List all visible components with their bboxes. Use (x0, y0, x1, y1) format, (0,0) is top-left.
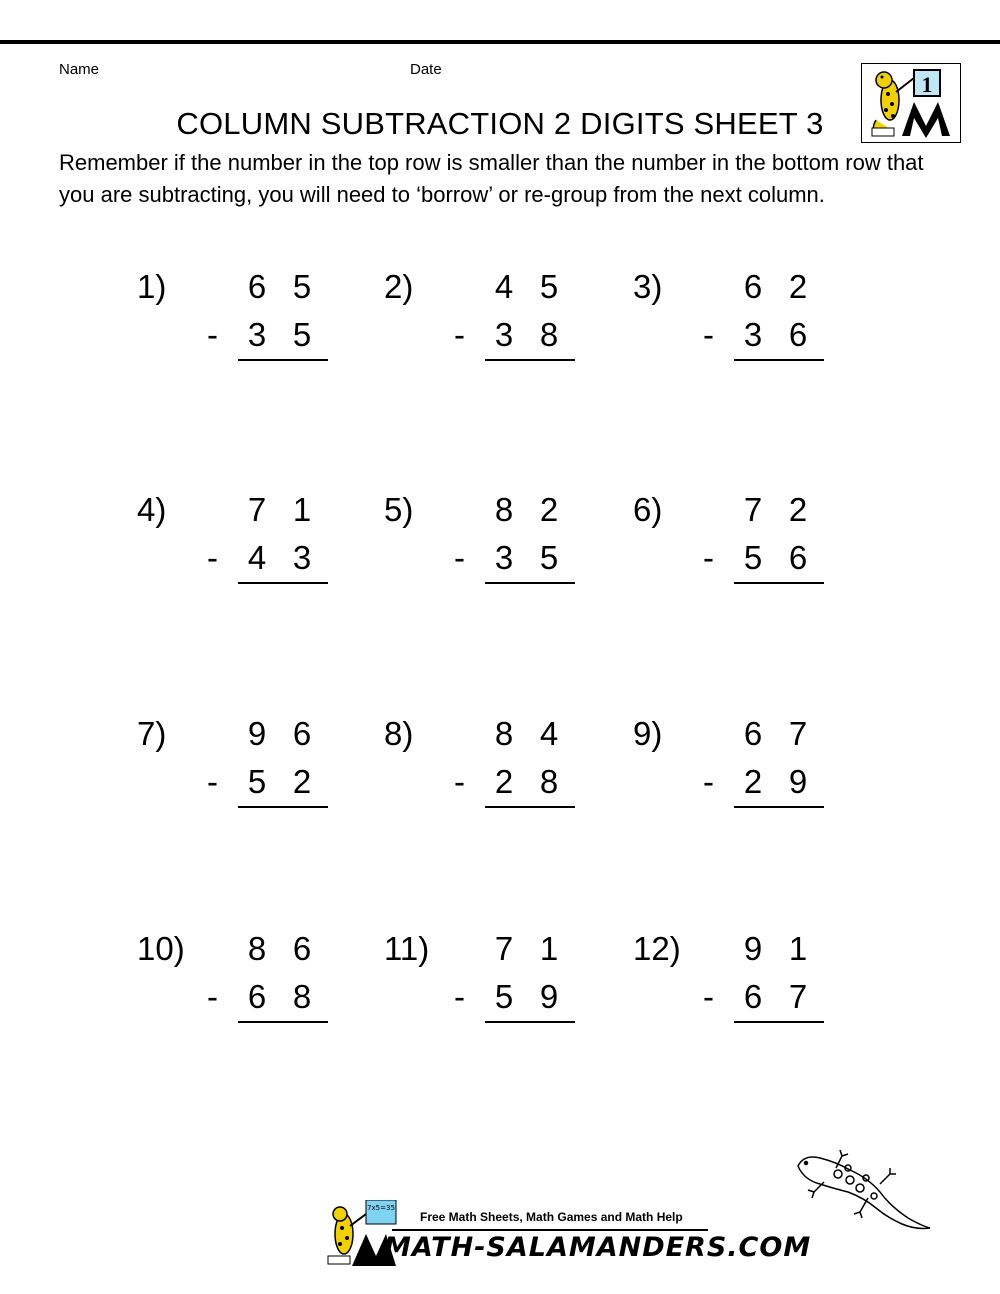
minuend-ones-digit: 6 (292, 930, 312, 967)
answer-line (734, 1021, 824, 1023)
answer-line (485, 582, 575, 584)
problem-6 (633, 490, 853, 580)
footer-site-name: MATH-SALAMANDERS.COM (384, 1232, 812, 1263)
subtrahend-tens-digit: 2 (494, 763, 514, 800)
minus-sign: - (454, 763, 465, 800)
problem-number: 12) (633, 930, 681, 967)
subtrahend-ones-digit: 7 (788, 978, 808, 1015)
minuend-ones-digit: 2 (788, 268, 808, 305)
problem-number: 6) (633, 491, 663, 528)
minus-sign: - (454, 978, 465, 1015)
problem-8 (384, 714, 604, 804)
minuend-tens-digit: 7 (743, 491, 763, 528)
minus-sign: - (703, 539, 714, 576)
grade-number: 1 (921, 72, 933, 97)
subtrahend-ones-digit: 8 (539, 316, 559, 353)
problem-number: 3) (633, 268, 663, 305)
subtrahend-ones-digit: 6 (788, 316, 808, 353)
minuend-tens-digit: 7 (494, 930, 514, 967)
minuend-tens-digit: 9 (247, 715, 267, 752)
problem-number: 10) (137, 930, 185, 967)
subtrahend-ones-digit: 3 (292, 539, 312, 576)
minuend-ones-digit: 1 (539, 930, 559, 967)
problem-2 (384, 267, 604, 357)
logo-sign-text: 7x5=35 (367, 1204, 395, 1212)
subtrahend-ones-digit: 9 (788, 763, 808, 800)
subtrahend-tens-digit: 6 (743, 978, 763, 1015)
minuend-ones-digit: 7 (788, 715, 808, 752)
problem-1 (137, 267, 357, 357)
footer-tagline: Free Math Sheets, Math Games and Math Help (420, 1210, 683, 1224)
minuend-tens-digit: 9 (743, 930, 763, 967)
answer-line (485, 1021, 575, 1023)
minuend-ones-digit: 5 (292, 268, 312, 305)
name-label: Name (59, 61, 100, 78)
subtrahend-ones-digit: 6 (788, 539, 808, 576)
problem-5 (384, 490, 604, 580)
minuend-ones-digit: 1 (292, 491, 312, 528)
problem-number: 4) (137, 491, 167, 528)
minuend-tens-digit: 4 (494, 268, 514, 305)
salamander-icon (790, 1148, 935, 1238)
subtrahend-tens-digit: 3 (247, 316, 267, 353)
minuend-ones-digit: 2 (788, 491, 808, 528)
minuend-ones-digit: 1 (788, 930, 808, 967)
minus-sign: - (454, 316, 465, 353)
minuend-tens-digit: 7 (247, 491, 267, 528)
problem-3 (633, 267, 853, 357)
problem-9 (633, 714, 853, 804)
subtrahend-tens-digit: 5 (494, 978, 514, 1015)
subtrahend-tens-digit: 3 (494, 316, 514, 353)
minus-sign: - (703, 978, 714, 1015)
answer-line (238, 359, 328, 361)
minus-sign: - (207, 763, 218, 800)
minus-sign: - (207, 316, 218, 353)
subtrahend-ones-digit: 2 (292, 763, 312, 800)
minuend-tens-digit: 6 (743, 715, 763, 752)
answer-line (485, 806, 575, 808)
answer-line (238, 1021, 328, 1023)
subtrahend-tens-digit: 3 (743, 316, 763, 353)
problem-number: 5) (384, 491, 414, 528)
minuend-ones-digit: 2 (539, 491, 559, 528)
problem-number: 7) (137, 715, 167, 752)
subtrahend-tens-digit: 5 (247, 763, 267, 800)
problem-number: 9) (633, 715, 663, 752)
subtrahend-ones-digit: 8 (539, 763, 559, 800)
worksheet-title: COLUMN SUBTRACTION 2 DIGITS SHEET 3 (176, 106, 824, 141)
problem-number: 1) (137, 268, 167, 305)
footer-rule (392, 1229, 708, 1231)
problem-12 (633, 929, 853, 1019)
subtrahend-tens-digit: 3 (494, 539, 514, 576)
subtrahend-tens-digit: 5 (743, 539, 763, 576)
minuend-tens-digit: 6 (247, 268, 267, 305)
minus-sign: - (454, 539, 465, 576)
minuend-ones-digit: 6 (292, 715, 312, 752)
answer-line (734, 582, 824, 584)
minus-sign: - (207, 978, 218, 1015)
top-rule (0, 40, 1000, 44)
minuend-ones-digit: 4 (539, 715, 559, 752)
answer-line (238, 582, 328, 584)
problem-11 (384, 929, 604, 1019)
answer-line (734, 806, 824, 808)
answer-line (238, 806, 328, 808)
problem-10 (137, 929, 357, 1019)
problem-number: 8) (384, 715, 414, 752)
subtrahend-tens-digit: 6 (247, 978, 267, 1015)
minus-sign: - (703, 316, 714, 353)
minuend-tens-digit: 8 (494, 491, 514, 528)
minuend-ones-digit: 5 (539, 268, 559, 305)
minuend-tens-digit: 6 (743, 268, 763, 305)
answer-line (734, 359, 824, 361)
minuend-tens-digit: 8 (494, 715, 514, 752)
problem-number: 2) (384, 268, 414, 305)
problem-number: 11) (384, 930, 430, 967)
minus-sign: - (207, 539, 218, 576)
subtrahend-ones-digit: 8 (292, 978, 312, 1015)
answer-line (485, 359, 575, 361)
minuend-tens-digit: 8 (247, 930, 267, 967)
subtrahend-tens-digit: 2 (743, 763, 763, 800)
subtrahend-tens-digit: 4 (247, 539, 267, 576)
instructions-text: Remember if the number in the top row is smaller than the number in the bottom row that you are subtracting, you will need to ‘borrow’ or re-group from the next column. (59, 150, 924, 207)
problem-4 (137, 490, 357, 580)
date-label: Date (410, 61, 442, 78)
problem-7 (137, 714, 357, 804)
subtrahend-ones-digit: 5 (539, 539, 559, 576)
subtrahend-ones-digit: 9 (539, 978, 559, 1015)
minus-sign: - (703, 763, 714, 800)
subtrahend-ones-digit: 5 (292, 316, 312, 353)
